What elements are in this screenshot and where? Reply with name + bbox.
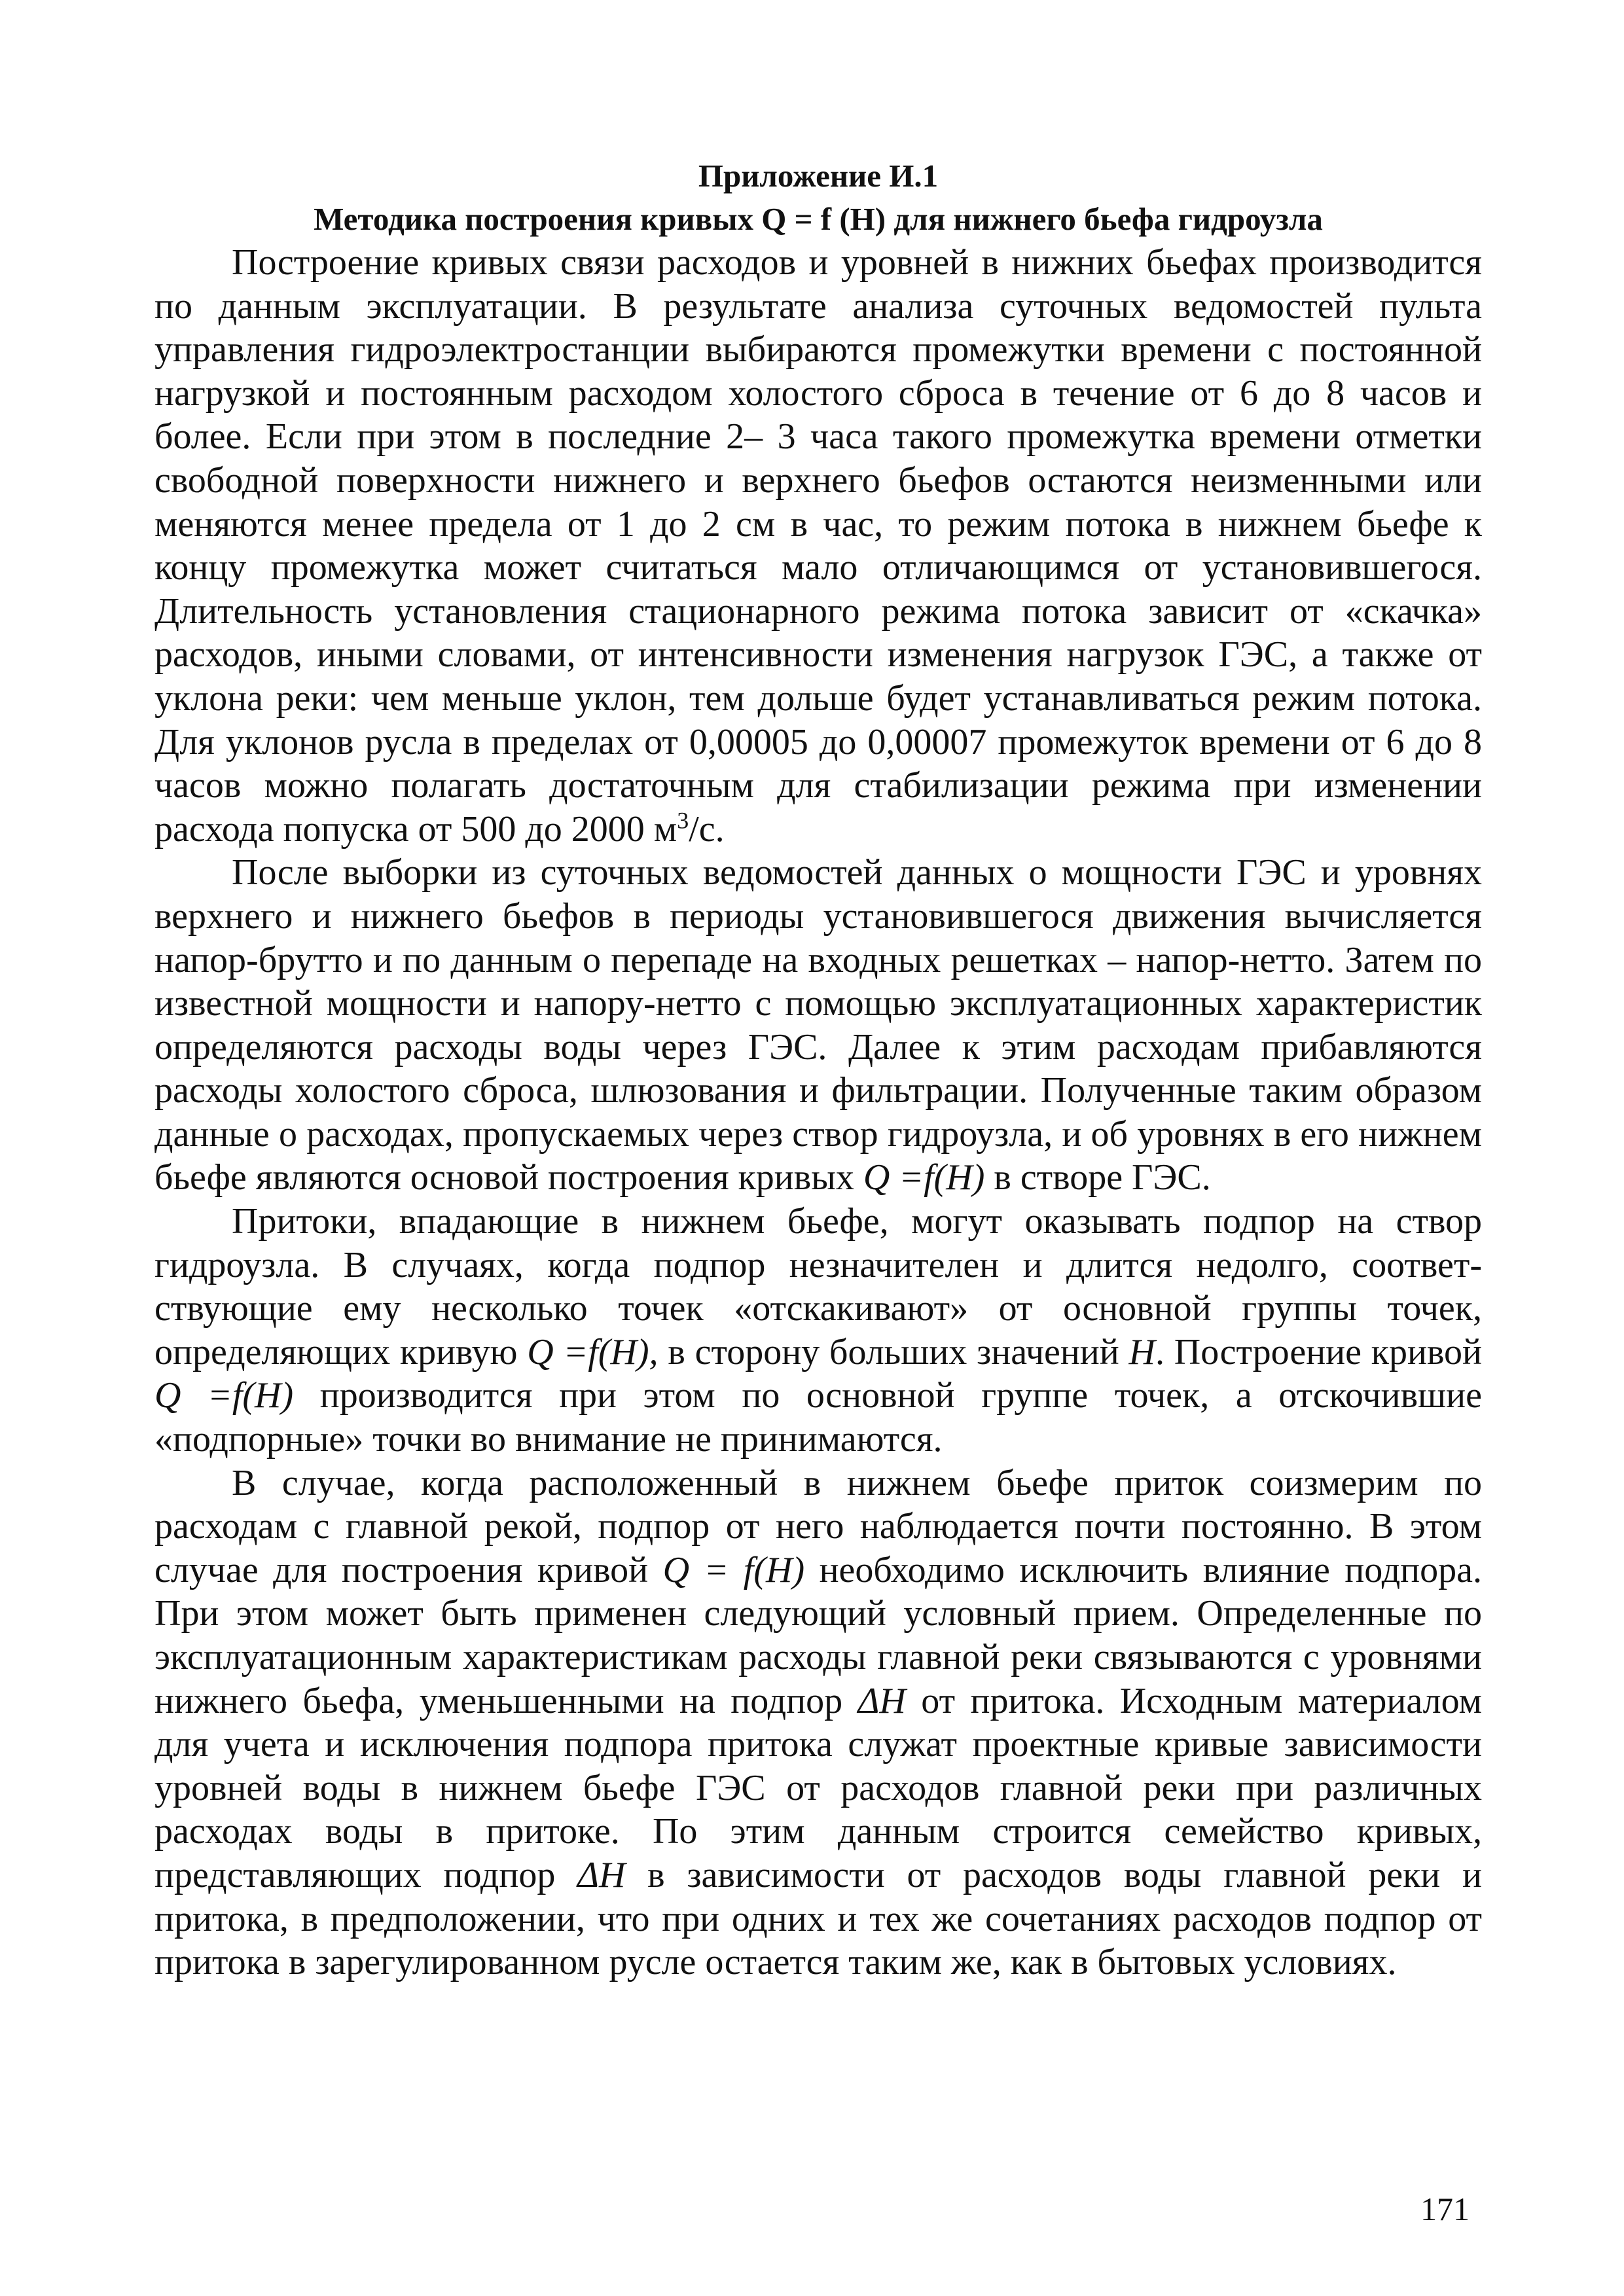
paragraph-1-end: /с. [689, 808, 725, 850]
paragraph-3-part-a: Притоки, впадающие в нижнем бьефе, могут оказывать подпор на створ гидроузла. В случаях, когда подпор незначителен и длится недолго, соответствующие ему несколько точек «отскакивают» от основной группы точек, определяющих кривую [154, 1201, 1482, 1372]
paragraph-4 [154, 1462, 1482, 1984]
formula-q-f-h: Q =f(H), [527, 1331, 659, 1372]
delta-h: ΔH [577, 1854, 626, 1895]
paragraph-4-part-d: в зависимости от расходов воды главной реки и притока, в предположении, что при одних и тех же сочетаниях расходов подпор от притока в зарегулированном русле остается таким же, как в бытовых условиях. [154, 1854, 1483, 1983]
paragraph-1 [154, 241, 1482, 851]
formula-q-f-h: Q = f(H) [662, 1549, 805, 1590]
paragraph-3 [154, 1200, 1482, 1462]
variable-h: H [1128, 1331, 1155, 1372]
paragraph-4-part-b: необходимо исключить влияние подпора. При этом может быть применен следующий условный прием. Определенные по эксплуатационным характеристикам расходы главной реки связываются с уровнями нижнего бьефа, уменьшенными на подпор [154, 1549, 1483, 1721]
superscript-3: 3 [677, 807, 689, 834]
method-title: Методика построения кривых Q = f (H) для нижнего бьефа гидроузла [314, 201, 1323, 237]
formula-q-f-h: Q =f(H) [863, 1157, 985, 1198]
paragraph-4-part-c: от притока. Исходным материалом для учета и исключения подпора притока служат проектные кривые зависимости уровней воды в нижнем бьефе ГЭС от расходов главной реки при различных расходах воды в притоке. По этим данным строится семейство кривых, представляющих подпор [154, 1680, 1482, 1895]
paragraph-3-part-d: производится при этом по основной группе точек, а отскочившие «подпорные» точки во внимание не принимаются. [154, 1375, 1483, 1460]
paragraph-2-end: в створе ГЭС. [984, 1157, 1211, 1198]
document-page [154, 154, 1482, 1984]
paragraph-3-part-b: в сторону больших значений [658, 1331, 1129, 1372]
paragraph-2 [154, 851, 1482, 1200]
delta-h: ΔH [857, 1680, 906, 1721]
paragraph-2-text: После выборки из суточных ведомостей данных о мощности ГЭС и уровнях верхнего и нижнего бьефов в периоды установившегося движения вычисляется напор-брутто и по данным о перепаде на входных решетках – напор-нетто. Затем по известной мощности и напору-нетто с помощью эксплуатационных характеристик определяются расходы воды через ГЭС. Далее к этим расходам прибавляются расходы холостого сброса, шлюзования и фильтрации. Полученные таким образом данные о расходах, пропускаемых через створ гидроузла, и об уровнях в его нижнем бьефе являются основой построения кривых [154, 852, 1482, 1198]
page-number: 171 [1420, 2191, 1470, 2227]
paragraph-4-part-a: В случае, когда расположенный в нижнем бьефе приток соизмерим по расходам с главной рекой, подпор от него наблюдается почти постоянно. В этом случае для построения кривой [154, 1462, 1482, 1590]
paragraph-1-text: Построение кривых связи расходов и уровней в нижних бьефах производится по данным эксплуатации. В результате анализа суточных ведомостей пульта управления гидроэлектростанции выбираются промежутки времени с постоянной нагрузкой и постоянным расходом холостого сброса в течение от 6 до 8 часов и более. Если при этом в последние 2– 3 часа такого промежутка времени отметки свободной поверхности нижнего и верхнего бьефов остаются неизменными или меняются менее предела от 1 до 2 см в час, то режим потока в нижнем бьефе к концу промежутка может считаться мало отличающимся от установившегося. Длительность установления стационарного режима потока зависит от «скачка» расходов, иными словами, от интенсивности изменения нагрузок ГЭС, а также от уклона реки: чем меньше уклон, тем дольше будет устанавливаться режим потока. Для уклонов русла в пределах от 0,00005 до 0,00007 промежуток времени от 6 до 8 часов можно полагать достаточным для стабилизации режима при изменении расхода попуска от 500 до 2000 м [154, 242, 1482, 850]
formula-q-f-h: Q =f(H) [154, 1375, 294, 1416]
paragraph-3-part-c: . Построение кривой [1155, 1331, 1482, 1372]
appendix-title: Приложение И.1 [698, 158, 939, 194]
